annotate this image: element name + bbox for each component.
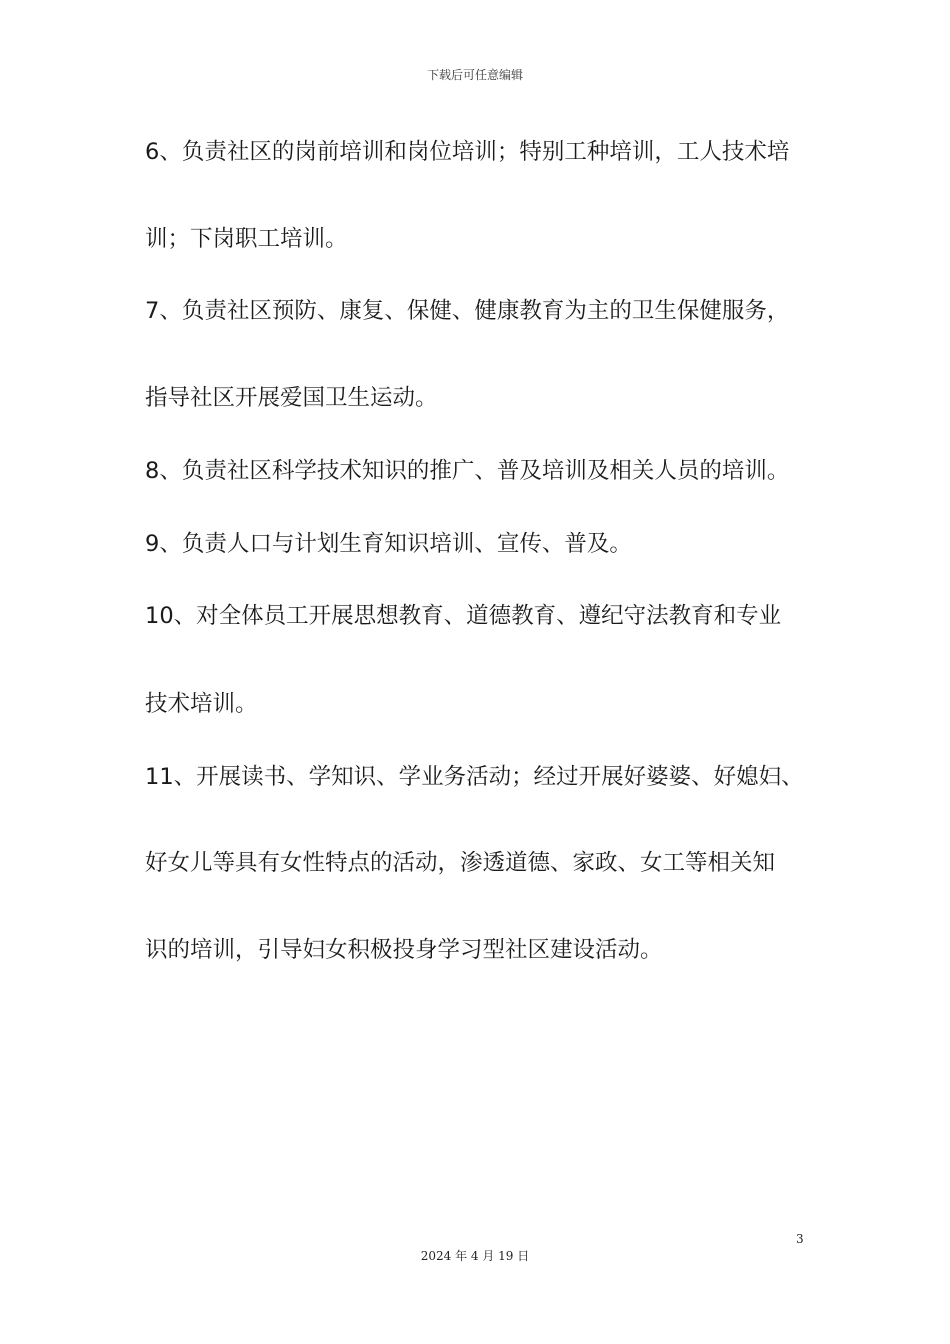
body-line-item-7-part-2: 指导社区开展爱国卫生运动。 xyxy=(145,385,438,411)
body-line-item-6-part-1: 6、负责社区的岗前培训和岗位培训；特别工种培训，工人技术培 xyxy=(145,139,790,165)
body-line-item-11-part-1: 11、开展读书、学知识、学业务活动；经过开展好婆婆、好媳妇、 xyxy=(145,764,804,790)
body-line-item-11-part-3: 识的培训，引导妇女积极投身学习型社区建设活动。 xyxy=(145,937,663,963)
body-line-item-10-part-2: 技术培训。 xyxy=(145,691,258,717)
footer-date: 2024 年 4 月 19 日 xyxy=(420,1249,530,1263)
page-number: 3 xyxy=(796,1232,804,1246)
body-line-item-10-part-1: 10、对全体员工开展思想教育、道德教育、遵纪守法教育和专业 xyxy=(145,603,782,629)
body-line-item-7-part-1: 7、负责社区预防、康复、保健、健康教育为主的卫生保健服务， xyxy=(145,298,790,324)
body-line-item-11-part-2: 好女儿等具有女性特点的活动，渗透道德、家政、女工等相关知 xyxy=(145,850,776,876)
body-line-item-8: 8、负责社区科学技术知识的推广、普及培训及相关人员的培训。 xyxy=(145,458,790,484)
page-header: 下载后可任意编辑 xyxy=(426,68,523,82)
body-line-item-9: 9、负责人口与计划生育知识培训、宣传、普及。 xyxy=(145,531,632,557)
body-line-item-6-part-2: 训；下岗职工培训。 xyxy=(145,226,348,252)
